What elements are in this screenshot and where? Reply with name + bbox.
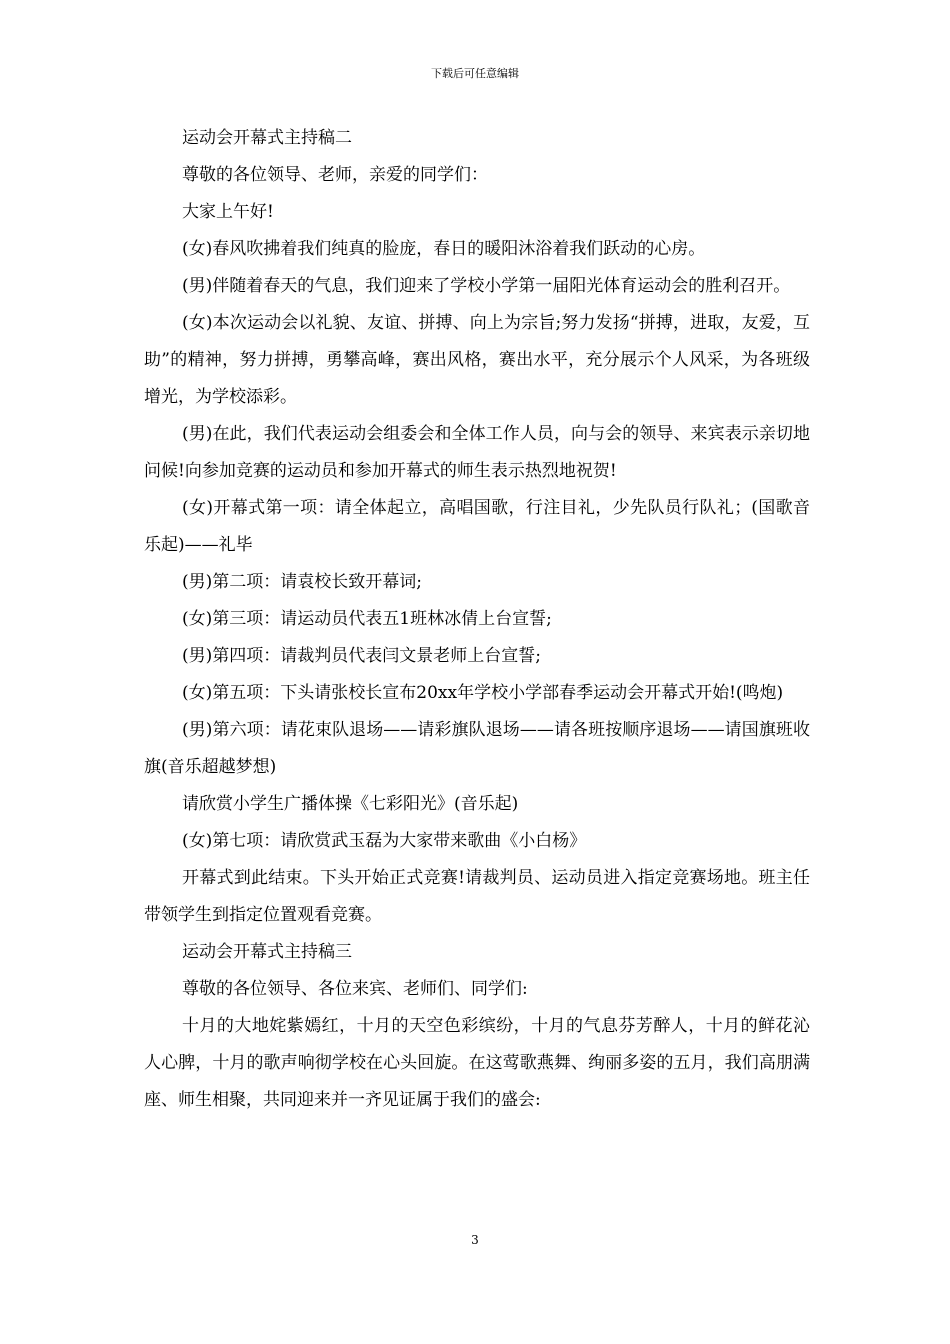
paragraph: (女)第三项：请运动员代表五1班林冰倩上台宣誓; xyxy=(182,609,552,629)
paragraph: (女)第七项：请欣赏武玉磊为大家带来歌曲《小白杨》 xyxy=(182,831,587,851)
paragraph: 十月的大地姹紫嫣红，十月的天空色彩缤纷，十月的气息芬芳醉人，十月的鲜花沁人心脾，十月的歌声响彻学校在心头回旋。在这莺歌燕舞、绚丽多姿的五月，我们高朋满座、师生相聚，共同迎来并一齐见证属于我们的盛会: xyxy=(144,1016,810,1110)
document-body xyxy=(144,120,810,1119)
paragraph: (男)第二项：请袁校长致开幕词; xyxy=(182,572,422,592)
paragraph: (女)开幕式第一项：请全体起立，高唱国歌，行注目礼，少先队员行队礼；(国歌音乐起)——礼毕 xyxy=(144,498,810,555)
paragraph: 开幕式到此结束。下头开始正式竞赛!请裁判员、运动员进入指定竞赛场地。班主任带领学生到指定位置观看竞赛。 xyxy=(144,868,810,925)
salutation: 尊敬的各位领导、老师，亲爱的同学们： xyxy=(182,165,488,185)
page-number: 3 xyxy=(471,1233,479,1247)
section-title-3: 运动会开幕式主持稿三 xyxy=(182,942,352,962)
paragraph: (男)第四项：请裁判员代表闫文景老师上台宣誓; xyxy=(182,646,541,666)
salutation: 尊敬的各位领导、各位来宾、老师们、同学们: xyxy=(182,979,528,999)
page-header: 下载后可任意编辑 xyxy=(431,67,519,80)
greeting: 大家上午好! xyxy=(182,202,274,222)
paragraph: (女)第五项：下头请张校长宣布20xx年学校小学部春季运动会开幕式开始!(鸣炮) xyxy=(182,683,784,703)
paragraph: (男)伴随着春天的气息，我们迎来了学校小学第一届阳光体育运动会的胜利召开。 xyxy=(182,276,791,296)
paragraph: 请欣赏小学生广播体操《七彩阳光》(音乐起) xyxy=(182,794,519,814)
paragraph: (男)在此，我们代表运动会组委会和全体工作人员，向与会的领导、来宾表示亲切地问候!向参加竞赛的运动员和参加开幕式的师生表示热烈地祝贺! xyxy=(144,424,810,481)
section-title-2: 运动会开幕式主持稿二 xyxy=(182,128,352,148)
paragraph: (女)本次运动会以礼貌、友谊、拼搏、向上为宗旨;努力发扬“拼搏，进取，友爱，互助”的精神，努力拼搏，勇攀高峰，赛出风格，赛出水平，充分展示个人风采，为各班级增光，为学校添彩。 xyxy=(144,313,810,407)
paragraph: (女)春风吹拂着我们纯真的脸庞，春日的暖阳沐浴着我们跃动的心房。 xyxy=(182,239,706,259)
paragraph: (男)第六项：请花束队退场——请彩旗队退场——请各班按顺序退场——请国旗班收旗(音乐超越梦想) xyxy=(144,720,810,777)
